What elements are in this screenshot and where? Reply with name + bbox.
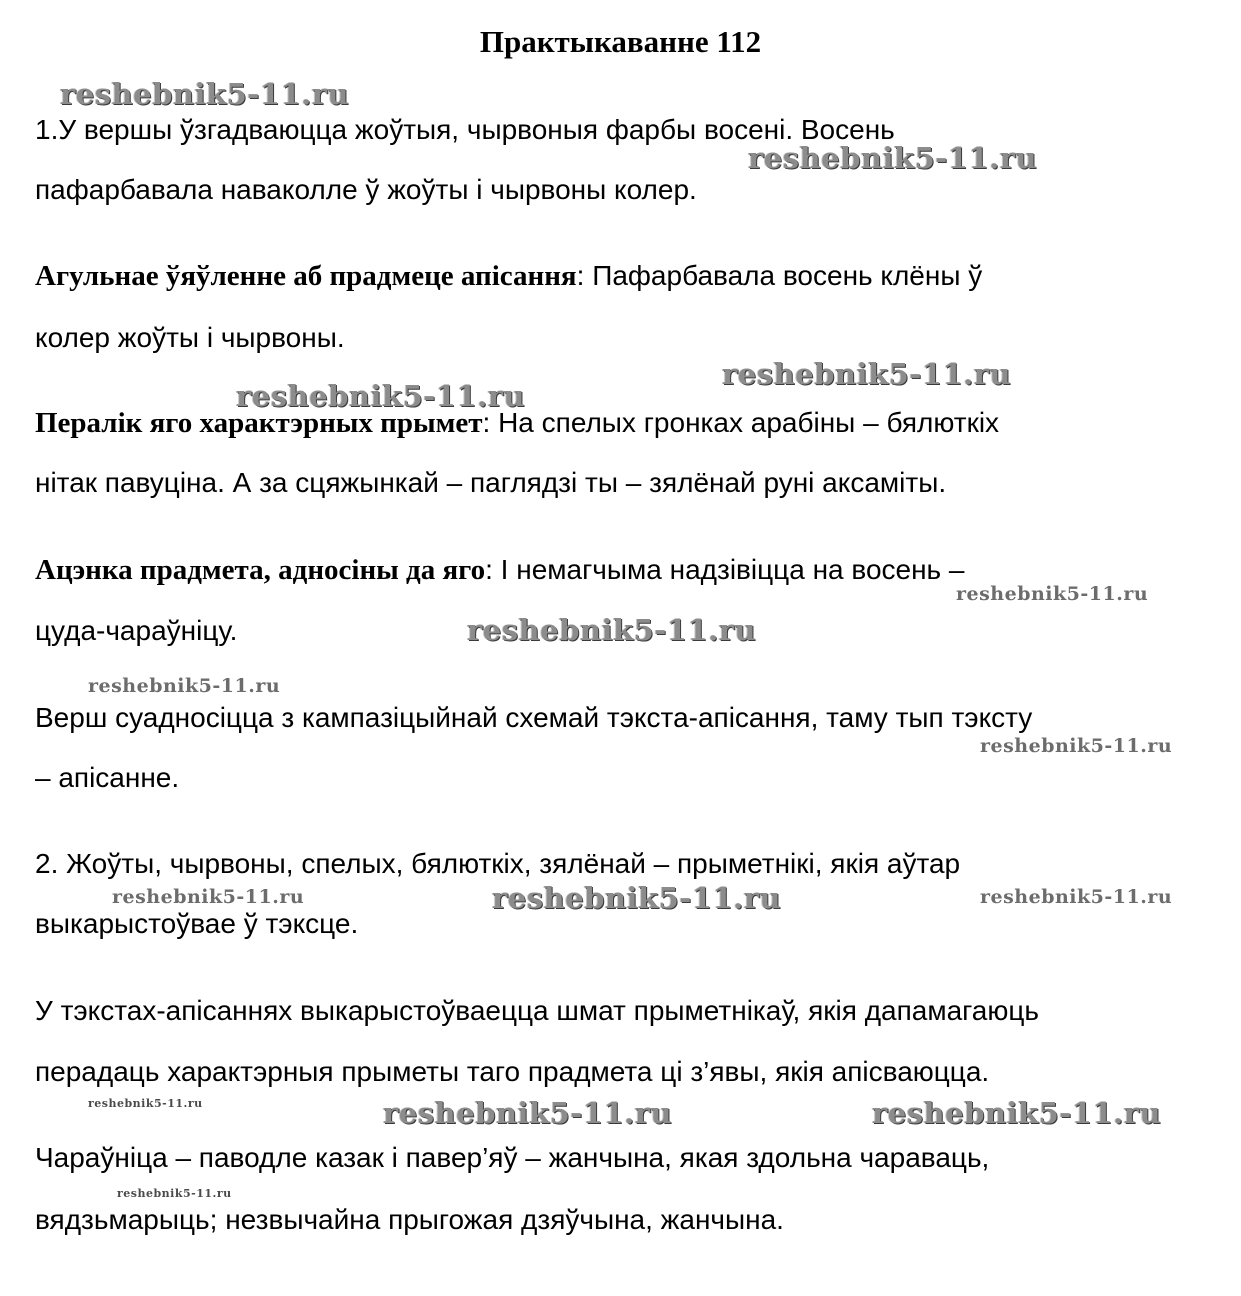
paragraph-2-line-2: колер жоўты і чырвоны. — [35, 322, 345, 353]
watermark: reshebnik5-11.ru — [88, 1097, 203, 1110]
features-label: Пералік яго характэрных прымет — [35, 407, 483, 439]
paragraph-5-line-2: – апісанне. — [35, 762, 180, 793]
general-idea-text: : Пафарбавала восень клёны ў — [576, 260, 983, 291]
watermark: reshebnik5-11.ru — [748, 141, 1038, 175]
watermark: reshebnik5-11.ru — [956, 583, 1149, 605]
paragraph-5-line-1: Верш суадносіцца з кампазіцыйнай схемай тэкста-апісання, таму тып тэксту — [35, 702, 1033, 733]
paragraph-general-idea — [35, 258, 982, 294]
watermark: reshebnik5-11.ru — [60, 77, 350, 111]
paragraph-7-line-2: перадаць характэрныя прыметы таго прадмета ці з’явы, якія апісваюцца. — [35, 1056, 990, 1087]
watermark: reshebnik5-11.ru — [112, 886, 305, 908]
watermark: reshebnik5-11.ru — [117, 1187, 232, 1200]
assessment-label: Ацэнка прадмета, адносіны да яго — [35, 554, 486, 586]
watermark: reshebnik5-11.ru — [980, 886, 1173, 908]
assessment-text: : І немагчыма надзівіцца на восень – — [485, 554, 965, 585]
paragraph-6-line-1: 2. Жоўты, чырвоны, спелых, бялюткіх, зялёнай – прыметнікі, якія аўтар — [35, 848, 961, 879]
general-idea-label: Агульнае ўяўленне аб прадмеце апісання — [35, 260, 577, 292]
paragraph-6-line-2: выкарыстоўвае ў тэксце. — [35, 908, 359, 939]
paragraph-3-line-2: нітак павуціна. А за сцяжынкай – паглядзі ты – зялёнай руні аксаміты. — [35, 467, 947, 498]
paragraph-8-line-1: Чараўніца – паводле казак і павер’яў – жанчына, якая здольна чараваць, — [35, 1142, 990, 1173]
watermark: reshebnik5-11.ru — [383, 1096, 673, 1130]
paragraph-1-line-2: пафарбавала наваколле ў жоўты і чырвоны колер. — [35, 174, 697, 205]
paragraph-4-line-2: цуда-чараўніцу. — [35, 615, 238, 646]
watermark: reshebnik5-11.ru — [722, 357, 1012, 391]
watermark: reshebnik5-11.ru — [492, 881, 782, 915]
watermark: reshebnik5-11.ru — [88, 675, 281, 697]
features-text: : На спелых гронках арабіны – бялюткіх — [482, 407, 1000, 438]
paragraph-7-line-1: У тэкстах-апісаннях выкарыстоўваецца шмат прыметнікаў, якія дапамагаюць — [35, 995, 1039, 1026]
page-title: Практыкаванне 112 — [479, 24, 762, 59]
watermark: reshebnik5-11.ru — [872, 1096, 1162, 1130]
paragraph-8-line-2: вядзьмарыць; незвычайна прыгожая дзяўчына, жанчына. — [35, 1204, 784, 1235]
watermark: reshebnik5-11.ru — [980, 735, 1173, 757]
paragraph-1-line-1: 1.У вершы ўзгадваюцца жоўтыя, чырвоныя фарбы восені. Восень — [35, 114, 895, 145]
paragraph-assessment — [35, 552, 965, 588]
watermark: reshebnik5-11.ru — [467, 613, 757, 647]
watermark: reshebnik5-11.ru — [236, 379, 526, 413]
